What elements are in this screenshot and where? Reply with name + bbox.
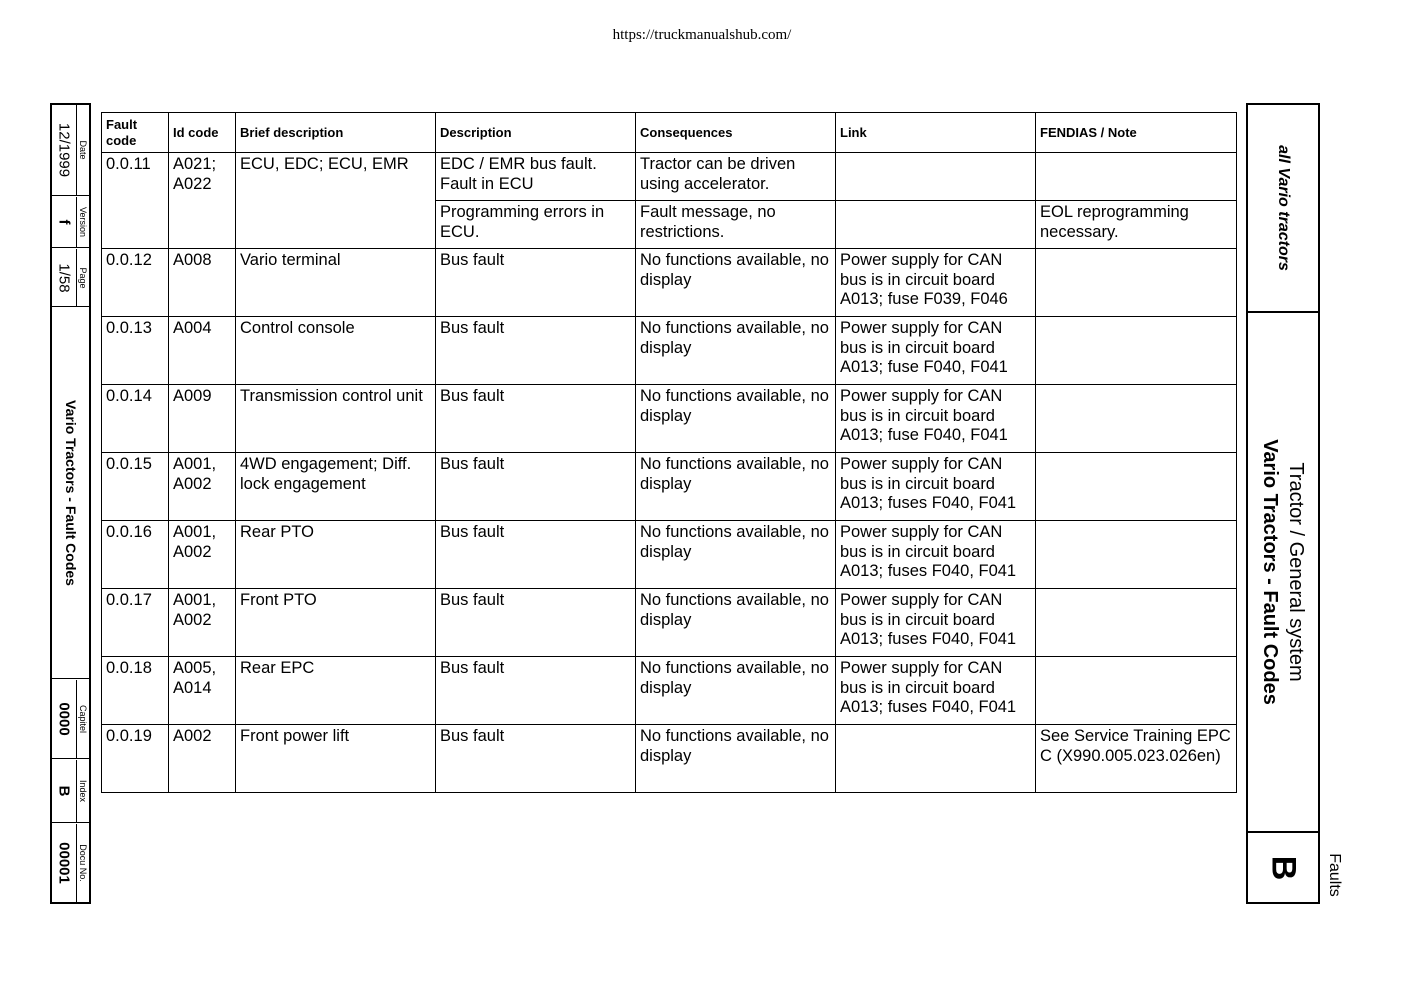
- fault-code-cell: 0.0.19: [102, 725, 169, 793]
- brief-description-cell: Front power lift: [236, 725, 436, 793]
- table-row: [102, 725, 1237, 793]
- fault-code-cell: 0.0.14: [102, 385, 169, 453]
- document-title-cell: [52, 308, 89, 679]
- fault-code-cell: 0.0.18: [102, 657, 169, 725]
- section-title-line2: Vario Tractors - Fault Codes: [1259, 439, 1281, 705]
- id-code-cell: A004: [169, 317, 236, 385]
- link-cell: Power supply for CAN bus is in circuit board A013; fuses F040, F041: [836, 589, 1036, 657]
- page-value: 1/58: [55, 262, 73, 293]
- section-title-strip: [1246, 103, 1320, 904]
- section-title-block: [1257, 439, 1309, 705]
- note-cell: [1036, 521, 1237, 589]
- description-cell: Bus fault: [436, 453, 636, 521]
- fault-code-table: [101, 112, 1237, 793]
- consequences-cell: No functions available, no display: [636, 521, 836, 589]
- link-cell: Power supply for CAN bus is in circuit board A013; fuses F040, F041: [836, 657, 1036, 725]
- note-cell: [1036, 657, 1237, 725]
- brief-description-cell: Rear PTO: [236, 521, 436, 589]
- description-cell: EDC / EMR bus fault. Fault in ECU: [436, 153, 636, 201]
- applies-to-cell: [1248, 105, 1318, 313]
- note-cell: [1036, 589, 1237, 657]
- page-cell: [52, 249, 89, 307]
- section-letter: B: [1264, 855, 1303, 880]
- note-cell: [1036, 453, 1237, 521]
- section-name-label: [1322, 850, 1346, 900]
- header-consequences: Consequences: [636, 113, 836, 153]
- date-value: 12/1999: [55, 122, 73, 178]
- page-label: Page: [77, 266, 88, 289]
- id-code-cell: A001, A002: [169, 521, 236, 589]
- index-label: Index: [77, 779, 88, 803]
- description-cell: Bus fault: [436, 385, 636, 453]
- consequences-cell: Fault message, no restrictions.: [636, 201, 836, 249]
- consequences-cell: No functions available, no display: [636, 589, 836, 657]
- document-title: Vario Tractors - Fault Codes: [62, 400, 79, 586]
- brief-description-cell: Rear EPC: [236, 657, 436, 725]
- version-label: Version: [77, 206, 88, 238]
- link-cell: [836, 725, 1036, 793]
- header-id-code: Id code: [169, 113, 236, 153]
- index-cell: [52, 760, 89, 823]
- id-code-cell: A005, A014: [169, 657, 236, 725]
- note-cell: [1036, 249, 1237, 317]
- chapter-value: 0000: [55, 702, 73, 736]
- table-row: [102, 657, 1237, 725]
- brief-description-cell: 4WD engagement; Diff. lock engagement: [236, 453, 436, 521]
- table-header-row: [102, 113, 1237, 153]
- brief-description-cell: Front PTO: [236, 589, 436, 657]
- table-row: [102, 153, 1237, 201]
- note-cell: See Service Training EPC C (X990.005.023.026en): [1036, 725, 1237, 793]
- id-code-cell: A002: [169, 725, 236, 793]
- fault-code-cell: 0.0.15: [102, 453, 169, 521]
- table-row: [102, 521, 1237, 589]
- id-code-cell: A008: [169, 249, 236, 317]
- description-cell: Bus fault: [436, 521, 636, 589]
- link-cell: [836, 201, 1036, 249]
- index-value: B: [55, 785, 73, 797]
- description-cell: Bus fault: [436, 725, 636, 793]
- source-url[interactable]: https://truckmanualshub.com/: [612, 27, 792, 43]
- consequences-cell: No functions available, no display: [636, 385, 836, 453]
- link-cell: Power supply for CAN bus is in circuit board A013; fuse F039, F046: [836, 249, 1036, 317]
- header-note: FENDIAS / Note: [1036, 113, 1237, 153]
- consequences-cell: No functions available, no display: [636, 725, 836, 793]
- header-link: Link: [836, 113, 1036, 153]
- note-cell: EOL reprogramming necessary.: [1036, 201, 1237, 249]
- table-row: [102, 453, 1237, 521]
- date-cell: [52, 105, 89, 196]
- brief-description-cell: Transmission control unit: [236, 385, 436, 453]
- docu-number-cell: [52, 824, 89, 902]
- consequences-cell: No functions available, no display: [636, 453, 836, 521]
- note-cell: [1036, 317, 1237, 385]
- version-cell: [52, 197, 89, 248]
- link-cell: Power supply for CAN bus is in circuit board A013; fuse F040, F041: [836, 385, 1036, 453]
- table-row: [102, 249, 1237, 317]
- docu-number-label: Docu No.: [77, 844, 88, 882]
- date-label: Date: [77, 140, 88, 160]
- link-cell: Power supply for CAN bus is in circuit board A013; fuses F040, F041: [836, 521, 1036, 589]
- fault-code-cell: 0.0.17: [102, 589, 169, 657]
- table-row: [102, 385, 1237, 453]
- consequences-cell: No functions available, no display: [636, 317, 836, 385]
- consequences-cell: Tractor can be driven using accelerator.: [636, 153, 836, 201]
- link-cell: Power supply for CAN bus is in circuit board A013; fuses F040, F041: [836, 453, 1036, 521]
- document-info-strip: [50, 103, 91, 904]
- chapter-label: Capitel: [77, 704, 88, 734]
- section-name: Faults: [1326, 853, 1343, 897]
- header-fault-code: Fault code: [102, 113, 169, 153]
- header-description: Description: [436, 113, 636, 153]
- description-cell: Bus fault: [436, 589, 636, 657]
- fault-code-cell: 0.0.11: [102, 153, 169, 249]
- brief-description-cell: Vario terminal: [236, 249, 436, 317]
- applies-to-text: all Vario tractors: [1275, 145, 1292, 271]
- header-brief-description: Brief description: [236, 113, 436, 153]
- fault-code-cell: 0.0.12: [102, 249, 169, 317]
- brief-description-cell: ECU, EDC; ECU, EMR: [236, 153, 436, 249]
- table-row: [102, 589, 1237, 657]
- table-row: [102, 317, 1237, 385]
- section-title-cell: [1248, 313, 1318, 833]
- chapter-cell: [52, 680, 89, 759]
- section-letter-cell: [1248, 833, 1318, 902]
- description-cell: Bus fault: [436, 657, 636, 725]
- id-code-cell: A001, A002: [169, 453, 236, 521]
- consequences-cell: No functions available, no display: [636, 249, 836, 317]
- fault-code-cell: 0.0.13: [102, 317, 169, 385]
- section-title-line1: Tractor / General system: [1285, 462, 1307, 682]
- id-code-cell: A001, A002: [169, 589, 236, 657]
- description-cell: Programming errors in ECU.: [436, 201, 636, 249]
- fault-code-cell: 0.0.16: [102, 521, 169, 589]
- id-code-cell: A021; A022: [169, 153, 236, 249]
- link-cell: Power supply for CAN bus is in circuit board A013; fuse F040, F041: [836, 317, 1036, 385]
- link-cell: [836, 153, 1036, 201]
- note-cell: [1036, 153, 1237, 201]
- description-cell: Bus fault: [436, 249, 636, 317]
- version-value: f: [55, 219, 73, 225]
- id-code-cell: A009: [169, 385, 236, 453]
- note-cell: [1036, 385, 1237, 453]
- docu-number-value: 00001: [55, 842, 73, 884]
- description-cell: Bus fault: [436, 317, 636, 385]
- brief-description-cell: Control console: [236, 317, 436, 385]
- consequences-cell: No functions available, no display: [636, 657, 836, 725]
